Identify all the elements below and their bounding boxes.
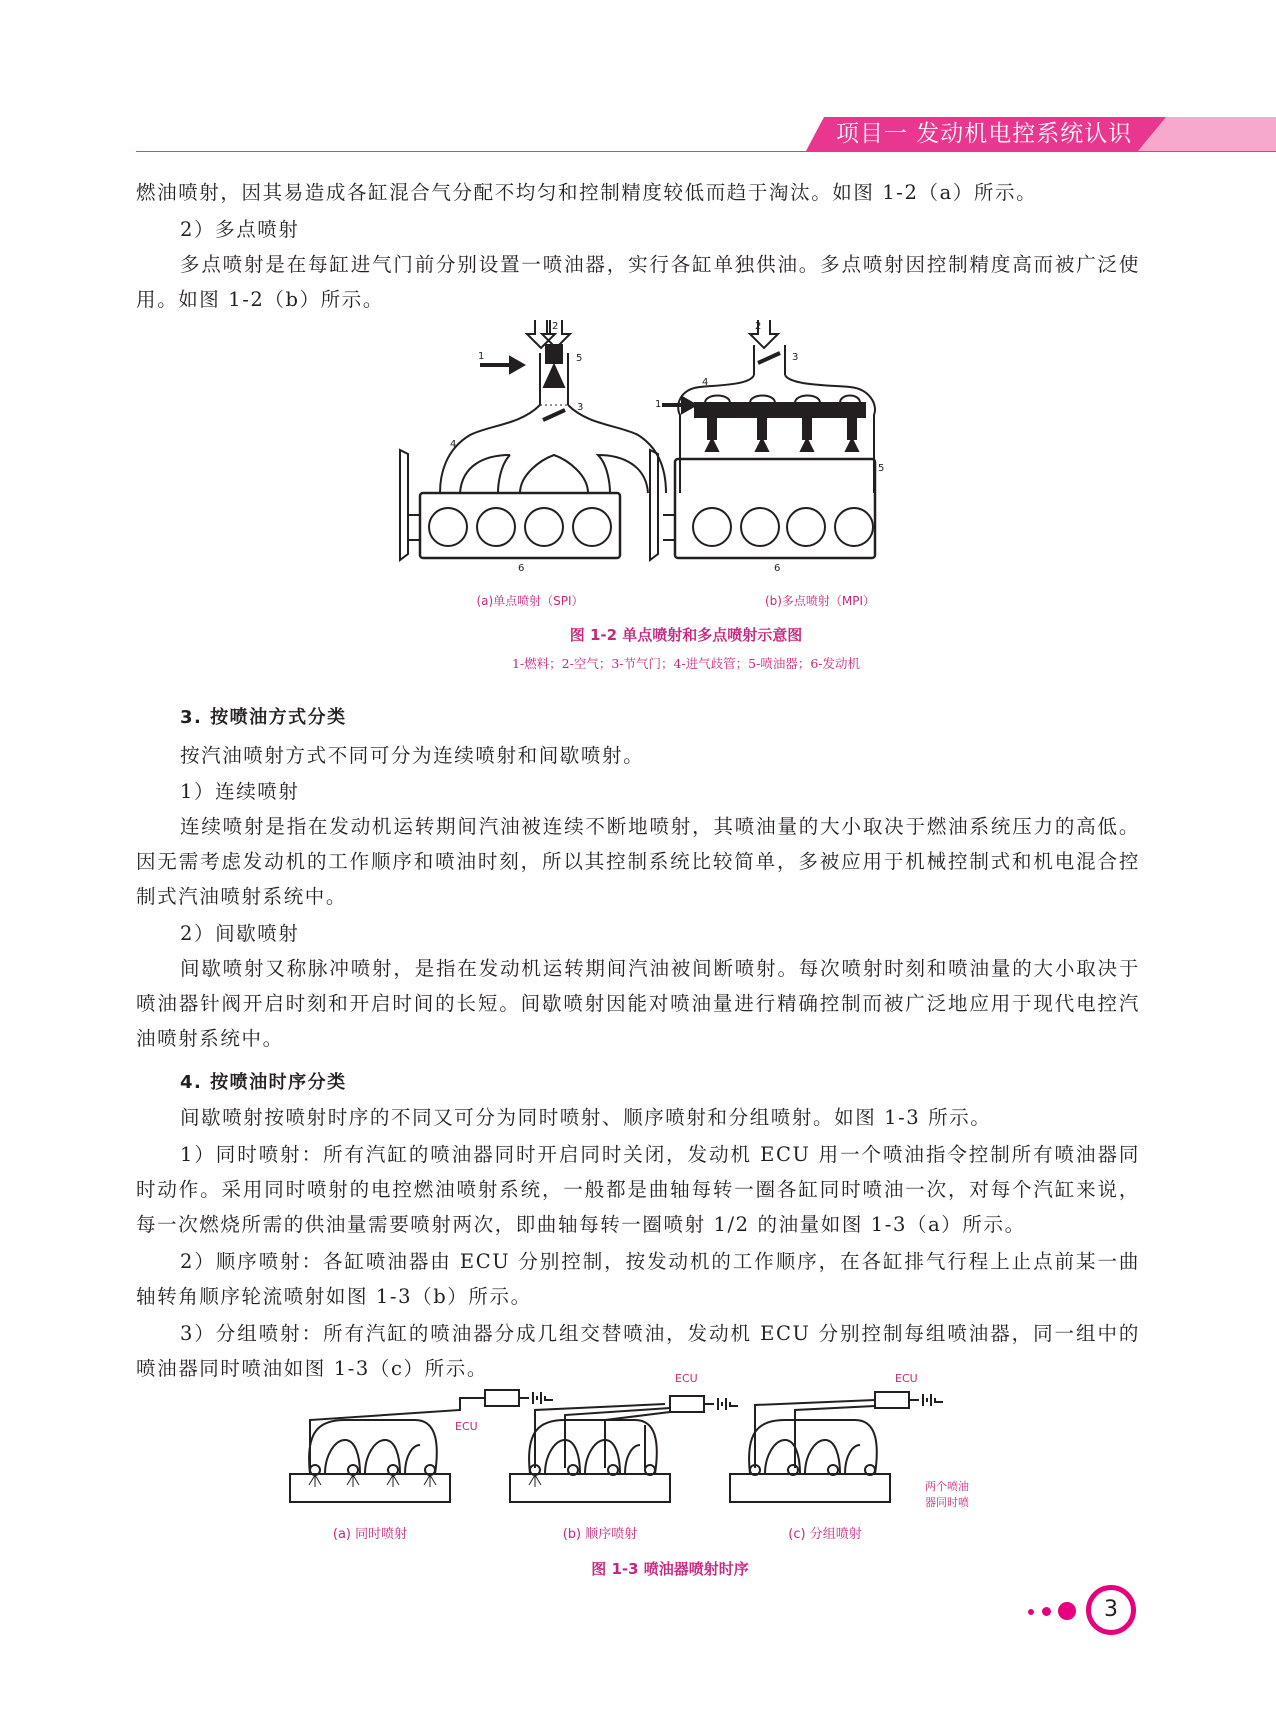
section-4-heading: 4. 按喷油时序分类 bbox=[180, 1072, 347, 1093]
figure-1-3c-caption: (c) 分组喷射 bbox=[788, 1527, 862, 1542]
group-note-line1: 两个喷油 bbox=[925, 1480, 969, 1493]
simultaneous-diagram bbox=[290, 1390, 553, 1502]
chapter-title: 项目一 发动机电控系统认识 bbox=[836, 121, 1133, 147]
label-a-1: 1 bbox=[478, 351, 485, 362]
heading-continuous: 1）连续喷射 bbox=[180, 780, 300, 803]
paragraph-timing: 间歇喷射按喷射时序的不同又可分为同时喷射、顺序喷射和分组喷射。如图 1-3 所示。 bbox=[180, 1106, 992, 1129]
ecu-label-a: ECU bbox=[455, 1420, 478, 1433]
figure-1-2-legend: 1-燃料；2-空气；3-节气门；4-进气歧管；5-喷油器；6-发动机 bbox=[511, 656, 861, 671]
paragraph-intermittent: 间歇喷射又称脉冲喷射，是指在发动机运转期间汽油被间断喷射。每次喷射时刻和喷油量的大小取决于喷油器针阀开启时刻和开启时间的长短。间歇喷射因能对喷油量进行精确控制而被广泛地应用于现代电控汽油喷射系统中。 bbox=[136, 957, 1140, 1050]
label-a-6: 6 bbox=[518, 563, 525, 574]
figure-1-2-diagram bbox=[400, 315, 940, 574]
mpi-diagram bbox=[650, 320, 875, 560]
label-a-5: 5 bbox=[576, 353, 583, 364]
label-a-2: 2 bbox=[552, 321, 559, 332]
page-dot-large bbox=[1058, 1602, 1076, 1620]
group-note-line2: 器同时喷 bbox=[925, 1496, 969, 1509]
figure-1-2a-caption: (a)单点喷射（SPI） bbox=[476, 594, 584, 608]
label-b-6: 6 bbox=[774, 563, 781, 574]
label-b-3: 3 bbox=[792, 352, 799, 363]
page-dot-small bbox=[1028, 1609, 1034, 1615]
sequential-diagram bbox=[510, 1396, 738, 1502]
paragraph-sequential: 2）顺序喷射：各缸喷油器由 ECU 分别控制，按发动机的工作顺序，在各缸排气行程上止点前某一曲轴转角顺序轮流喷射如图 1-3（b）所示。 bbox=[136, 1250, 1140, 1308]
heading-intermittent: 2）间歇喷射 bbox=[180, 922, 300, 945]
header-rule bbox=[136, 151, 1276, 152]
figure-1-3-title: 图 1-3 喷油器喷射时序 bbox=[591, 1560, 749, 1578]
ecu-label-b: ECU bbox=[675, 1372, 698, 1385]
spi-diagram bbox=[400, 320, 666, 560]
group-diagram bbox=[730, 1392, 943, 1502]
label-a-4: 4 bbox=[450, 439, 457, 450]
figure-1-2b-caption: (b)多点喷射（MPI） bbox=[764, 594, 876, 608]
label-b-4: 4 bbox=[702, 377, 709, 388]
figure-1-3-diagram bbox=[285, 1370, 1005, 1530]
page-dot-medium bbox=[1042, 1607, 1051, 1616]
paragraph-continuous: 连续喷射是指在发动机运转期间汽油被连续不断地喷射，其喷油量的大小取决于燃油系统压力的高低。因无需考虑发动机的工作顺序和喷油时刻，所以其控制系统比较简单，多被应用于机械控制式和机电混合控制式汽油喷射系统中。 bbox=[136, 815, 1140, 908]
label-b-2: 2 bbox=[755, 321, 762, 332]
section-3-heading: 3. 按喷油方式分类 bbox=[180, 707, 347, 728]
heading-mpi: 2）多点喷射 bbox=[180, 218, 300, 241]
paragraph-spi-end: 燃油喷射，因其易造成各缸混合气分配不均匀和控制精度较低而趋于淘汰。如图 1-2（a）所示。 bbox=[136, 181, 1038, 204]
ecu-label-c: ECU bbox=[895, 1372, 918, 1385]
paragraph-simultaneous: 1）同时喷射：所有汽缸的喷油器同时开启同时关闭，发动机 ECU 用一个喷油指令控制所有喷油器同时动作。采用同时喷射的电控燃油喷射系统，一般都是曲轴每转一圈各缸同时喷油一次，对每个汽缸来说，每一次燃烧所需的供油量需要喷射两次，即曲轴每转一圈喷射 1/2 的油量如图 1-3（a）所示。 bbox=[136, 1143, 1140, 1236]
label-b-1: 1 bbox=[655, 399, 662, 410]
label-b-5: 5 bbox=[878, 463, 885, 474]
figure-1-3b-caption: (b) 顺序喷射 bbox=[562, 1527, 638, 1542]
paragraph-mpi: 多点喷射是在每缸进气门前分别设置一喷油器，实行各缸单独供油。多点喷射因控制精度高而被广泛使用。如图 1-2（b）所示。 bbox=[136, 253, 1140, 311]
label-a-3: 3 bbox=[577, 402, 584, 413]
page-number: 3 bbox=[1086, 1585, 1136, 1635]
paragraph-injection-mode: 按汽油喷射方式不同可分为连续喷射和间歇喷射。 bbox=[180, 744, 645, 767]
paragraph-group: 3）分组喷射：所有汽缸的喷油器分成几组交替喷油，发动机 ECU 分别控制每组喷油器，同一组中的喷油器同时喷油如图 1-3（c）所示。 bbox=[136, 1322, 1140, 1380]
figure-1-3a-caption: (a) 同时喷射 bbox=[332, 1527, 408, 1542]
figure-1-2-title: 图 1-2 单点喷射和多点喷射示意图 bbox=[569, 626, 803, 644]
